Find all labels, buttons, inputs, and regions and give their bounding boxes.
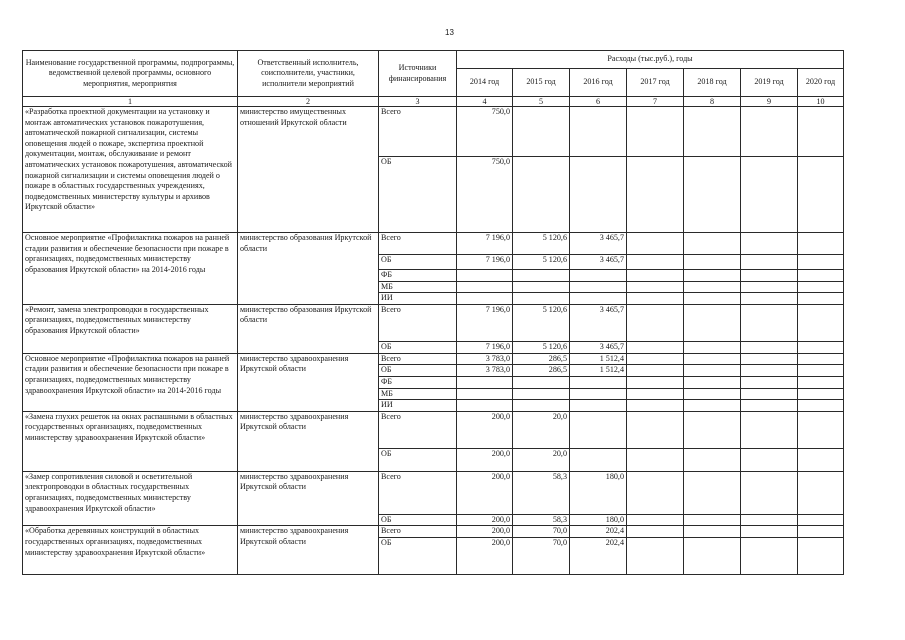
expense-value bbox=[684, 107, 741, 157]
expense-value bbox=[798, 448, 844, 471]
expense-value bbox=[741, 233, 798, 255]
expense-value: 200,0 bbox=[457, 514, 513, 526]
funding-source: ОБ bbox=[379, 255, 457, 270]
expense-value: 3 465,7 bbox=[570, 304, 627, 341]
expense-value: 70,0 bbox=[513, 526, 570, 538]
expense-value bbox=[798, 353, 844, 365]
expense-value: 202,4 bbox=[570, 537, 627, 574]
funding-source: Всего bbox=[379, 411, 457, 448]
expense-value bbox=[627, 353, 684, 365]
column-number: 4 bbox=[457, 97, 513, 107]
expense-value: 3 465,7 bbox=[570, 341, 627, 353]
expense-value: 5 120,6 bbox=[513, 255, 570, 270]
header-name: Наименование государственной программы, подпрограммы, ведомственной целевой программы, основного мероприятия, мероприятия bbox=[23, 51, 238, 97]
expense-value: 5 120,6 bbox=[513, 233, 570, 255]
expense-value: 200,0 bbox=[457, 471, 513, 514]
expense-value bbox=[684, 365, 741, 377]
table-row bbox=[23, 233, 844, 255]
expense-value: 180,0 bbox=[570, 514, 627, 526]
expense-value bbox=[684, 304, 741, 341]
expense-value bbox=[570, 400, 627, 412]
expense-value bbox=[798, 400, 844, 412]
header-year: 2018 год bbox=[684, 69, 741, 97]
activity-name: «Обработка деревянных конструкций в областных государственных организациях, подведомственных министерству здравоохранения Иркутской области» bbox=[23, 526, 238, 575]
expense-value bbox=[627, 471, 684, 514]
header-year: 2015 год bbox=[513, 69, 570, 97]
expense-value bbox=[627, 448, 684, 471]
expense-value: 200,0 bbox=[457, 537, 513, 574]
expense-value bbox=[570, 293, 627, 305]
table-body bbox=[23, 107, 844, 575]
expense-value bbox=[741, 270, 798, 282]
funding-source: Всего bbox=[379, 526, 457, 538]
expense-value: 200,0 bbox=[457, 411, 513, 448]
column-number: 3 bbox=[379, 97, 457, 107]
column-number-row bbox=[23, 97, 844, 107]
expense-value bbox=[798, 293, 844, 305]
expense-value bbox=[684, 341, 741, 353]
expense-value bbox=[627, 107, 684, 157]
expense-value bbox=[627, 376, 684, 388]
budget-table bbox=[22, 50, 844, 575]
page-number: 13 bbox=[445, 28, 454, 37]
expense-value bbox=[457, 281, 513, 293]
expense-value: 3 465,7 bbox=[570, 255, 627, 270]
expense-value bbox=[741, 365, 798, 377]
expense-value bbox=[798, 270, 844, 282]
table-row bbox=[23, 107, 844, 157]
column-number: 2 bbox=[238, 97, 379, 107]
funding-source: ОБ bbox=[379, 365, 457, 377]
header-year: 2016 год bbox=[570, 69, 627, 97]
expense-value bbox=[798, 281, 844, 293]
expense-value bbox=[798, 514, 844, 526]
expense-value bbox=[513, 400, 570, 412]
header-expenses: Расходы (тыс.руб.), годы bbox=[457, 51, 844, 69]
expense-value bbox=[684, 281, 741, 293]
expense-value: 286,5 bbox=[513, 353, 570, 365]
expense-value bbox=[457, 376, 513, 388]
responsible-executor: министерство образования Иркутской области bbox=[238, 304, 379, 353]
expense-value bbox=[627, 514, 684, 526]
expense-value bbox=[513, 281, 570, 293]
expense-value bbox=[741, 388, 798, 400]
expense-value bbox=[684, 353, 741, 365]
expense-value bbox=[457, 388, 513, 400]
expense-value: 70,0 bbox=[513, 537, 570, 574]
expense-value bbox=[798, 537, 844, 574]
expense-value bbox=[513, 270, 570, 282]
expense-value: 200,0 bbox=[457, 526, 513, 538]
column-number: 6 bbox=[570, 97, 627, 107]
table-row bbox=[23, 304, 844, 341]
expense-value bbox=[684, 255, 741, 270]
expense-value bbox=[570, 411, 627, 448]
expense-value bbox=[741, 514, 798, 526]
responsible-executor: министерство образования Иркутской области bbox=[238, 233, 379, 305]
activity-name: Основное мероприятие «Профилактика пожаров на ранней стадии развития и обеспечение безопасности при пожаре в организациях, подведомственных министерству здравоохранения Иркутской области» на 2014-2016 годы bbox=[23, 353, 238, 411]
expense-value bbox=[627, 537, 684, 574]
expense-value bbox=[684, 270, 741, 282]
expense-value bbox=[798, 411, 844, 448]
expense-value bbox=[741, 157, 798, 233]
expense-value bbox=[627, 526, 684, 538]
expense-value bbox=[627, 411, 684, 448]
expense-value bbox=[684, 448, 741, 471]
expense-value bbox=[570, 107, 627, 157]
expense-value bbox=[798, 365, 844, 377]
expense-value bbox=[513, 376, 570, 388]
expense-value bbox=[798, 304, 844, 341]
header-sources: Источники финансирования bbox=[379, 51, 457, 97]
funding-source: ИИ bbox=[379, 293, 457, 305]
funding-source: ФБ bbox=[379, 376, 457, 388]
funding-source: ОБ bbox=[379, 448, 457, 471]
table-row bbox=[23, 411, 844, 448]
expense-value: 180,0 bbox=[570, 471, 627, 514]
table-row bbox=[23, 526, 844, 538]
expense-value: 5 120,6 bbox=[513, 304, 570, 341]
header-year: 2020 год bbox=[798, 69, 844, 97]
expense-value bbox=[684, 376, 741, 388]
funding-source: Всего bbox=[379, 304, 457, 341]
expense-value bbox=[684, 537, 741, 574]
expense-value bbox=[684, 400, 741, 412]
expense-value bbox=[457, 293, 513, 305]
expense-value bbox=[627, 341, 684, 353]
activity-name: Основное мероприятие «Профилактика пожаров на ранней стадии развития и обеспечение безопасности при пожаре в организациях, подведомственных министерству образования Иркутской области» на 2014-2016 годы bbox=[23, 233, 238, 305]
expense-value bbox=[798, 233, 844, 255]
expense-value bbox=[741, 255, 798, 270]
expense-value: 286,5 bbox=[513, 365, 570, 377]
expense-value: 3 783,0 bbox=[457, 353, 513, 365]
header-year: 2017 год bbox=[627, 69, 684, 97]
expense-value bbox=[684, 157, 741, 233]
activity-name: «Замер сопротивления силовой и осветительной электропроводки в областных государственных организациях, подведомственных министерству здравоохранения Иркутской области» bbox=[23, 471, 238, 526]
expense-value bbox=[741, 537, 798, 574]
expense-value bbox=[627, 281, 684, 293]
expense-value: 200,0 bbox=[457, 448, 513, 471]
expense-value bbox=[741, 107, 798, 157]
funding-source: ОБ bbox=[379, 537, 457, 574]
expense-value bbox=[684, 514, 741, 526]
responsible-executor: министерство здравоохранения Иркутской области bbox=[238, 411, 379, 471]
activity-name: «Ремонт, замена электропроводки в государственных организациях, подведомственных министерству образования Иркутской области» bbox=[23, 304, 238, 353]
expense-value bbox=[798, 107, 844, 157]
funding-source: ИИ bbox=[379, 400, 457, 412]
expense-value bbox=[684, 388, 741, 400]
funding-source: ОБ bbox=[379, 157, 457, 233]
expense-value bbox=[627, 233, 684, 255]
expense-value bbox=[684, 233, 741, 255]
table-row bbox=[23, 471, 844, 514]
funding-source: ФБ bbox=[379, 270, 457, 282]
expense-value: 7 196,0 bbox=[457, 304, 513, 341]
expense-value bbox=[798, 471, 844, 514]
expense-value bbox=[741, 471, 798, 514]
expense-value bbox=[741, 376, 798, 388]
expense-value: 1 512,4 bbox=[570, 353, 627, 365]
header-year: 2014 год bbox=[457, 69, 513, 97]
expense-value bbox=[513, 293, 570, 305]
expense-value: 3 465,7 bbox=[570, 233, 627, 255]
activity-name: «Разработка проектной документации на установку и монтаж автоматических установок пожаротушения, автоматической пожарной сигнализации, системы оповещения людей о пожаре, экспертиза проектной документации, монтаж, обслуживание и ремонт автоматических установок пожаротушения, автоматической пожарной сигнализации и системы оповещения людей о пожаре в областных государственных учреждениях, подведомственных министерству культуры и архивов Иркутской области» bbox=[23, 107, 238, 233]
expense-value bbox=[627, 304, 684, 341]
expense-value bbox=[627, 255, 684, 270]
responsible-executor: министерство имущественных отношений Иркутской области bbox=[238, 107, 379, 233]
expense-value bbox=[457, 270, 513, 282]
expense-value bbox=[684, 471, 741, 514]
funding-source: МБ bbox=[379, 388, 457, 400]
expense-value bbox=[741, 526, 798, 538]
expense-value bbox=[570, 388, 627, 400]
funding-source: МБ bbox=[379, 281, 457, 293]
expense-value bbox=[741, 281, 798, 293]
expense-value bbox=[513, 157, 570, 233]
expense-value: 202,4 bbox=[570, 526, 627, 538]
expense-value bbox=[570, 270, 627, 282]
expense-value bbox=[684, 293, 741, 305]
expense-value bbox=[741, 341, 798, 353]
expense-value bbox=[741, 400, 798, 412]
expense-value bbox=[798, 157, 844, 233]
expense-value: 1 512,4 bbox=[570, 365, 627, 377]
table-row bbox=[23, 353, 844, 365]
expense-value bbox=[627, 157, 684, 233]
expense-value bbox=[741, 293, 798, 305]
funding-source: Всего bbox=[379, 233, 457, 255]
expense-value bbox=[627, 400, 684, 412]
responsible-executor: министерство здравоохранения Иркутской области bbox=[238, 353, 379, 411]
funding-source: Всего bbox=[379, 107, 457, 157]
expense-value bbox=[570, 376, 627, 388]
expense-value: 750,0 bbox=[457, 107, 513, 157]
expense-value: 750,0 bbox=[457, 157, 513, 233]
expense-value bbox=[457, 400, 513, 412]
column-number: 10 bbox=[798, 97, 844, 107]
column-number: 7 bbox=[627, 97, 684, 107]
funding-source: ОБ bbox=[379, 514, 457, 526]
expense-value bbox=[627, 388, 684, 400]
expense-value bbox=[627, 270, 684, 282]
expense-value: 20,0 bbox=[513, 448, 570, 471]
expense-value bbox=[741, 448, 798, 471]
expense-value bbox=[798, 255, 844, 270]
expense-value bbox=[798, 526, 844, 538]
expense-value bbox=[570, 448, 627, 471]
expense-value: 58,3 bbox=[513, 471, 570, 514]
expense-value: 3 783,0 bbox=[457, 365, 513, 377]
expense-value bbox=[570, 157, 627, 233]
expense-value bbox=[798, 376, 844, 388]
column-number: 5 bbox=[513, 97, 570, 107]
header-responsible: Ответственный исполнитель, соисполнители, участники, исполнители мероприятий bbox=[238, 51, 379, 97]
header-year: 2019 год bbox=[741, 69, 798, 97]
expense-value bbox=[627, 293, 684, 305]
expense-value bbox=[570, 281, 627, 293]
column-number: 1 bbox=[23, 97, 238, 107]
expense-value bbox=[513, 388, 570, 400]
column-number: 9 bbox=[741, 97, 798, 107]
expense-value: 20,0 bbox=[513, 411, 570, 448]
responsible-executor: министерство здравоохранения Иркутской области bbox=[238, 526, 379, 575]
expense-value bbox=[684, 411, 741, 448]
funding-source: ОБ bbox=[379, 341, 457, 353]
expense-value bbox=[741, 304, 798, 341]
expense-value: 7 196,0 bbox=[457, 341, 513, 353]
activity-name: «Замена глухих решеток на окнах распашными в областных государственных организациях, подведомственных министерству здравоохранения Иркутской области» bbox=[23, 411, 238, 471]
funding-source: Всего bbox=[379, 471, 457, 514]
expense-value bbox=[684, 526, 741, 538]
funding-source: Всего bbox=[379, 353, 457, 365]
expense-value bbox=[627, 365, 684, 377]
expense-value bbox=[798, 388, 844, 400]
expense-value bbox=[741, 353, 798, 365]
expense-value bbox=[798, 341, 844, 353]
expense-value: 58,3 bbox=[513, 514, 570, 526]
column-number: 8 bbox=[684, 97, 741, 107]
responsible-executor: министерство здравоохранения Иркутской области bbox=[238, 471, 379, 526]
expense-value: 7 196,0 bbox=[457, 233, 513, 255]
expense-value bbox=[513, 107, 570, 157]
expense-value bbox=[741, 411, 798, 448]
expense-value: 7 196,0 bbox=[457, 255, 513, 270]
expense-value: 5 120,6 bbox=[513, 341, 570, 353]
